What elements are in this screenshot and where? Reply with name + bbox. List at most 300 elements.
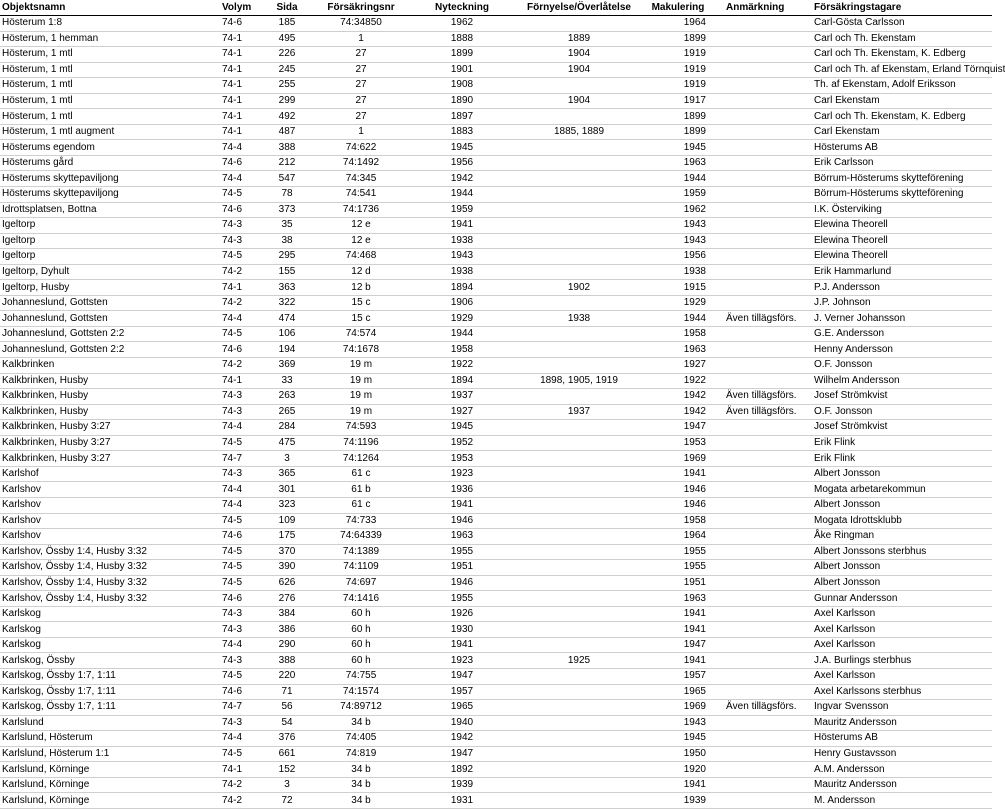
cell-nyteckning: 1931 <box>410 793 512 809</box>
cell-sida: 290 <box>262 637 310 653</box>
cell-forsakringstagare: Wilhelm Andersson <box>812 373 992 389</box>
cell-forsakringsnr: 74:574 <box>310 326 410 342</box>
cell-objektsnamn: Karlshov, Össby 1:4, Husby 3:32 <box>0 544 220 560</box>
cell-fornyelse <box>512 78 644 94</box>
cell-forsakringsnr: 61 b <box>310 482 410 498</box>
cell-forsakringsnr: 74:1574 <box>310 684 410 700</box>
cell-sida: 276 <box>262 591 310 607</box>
cell-nyteckning: 1944 <box>410 187 512 203</box>
cell-nyteckning: 1944 <box>410 326 512 342</box>
cell-nyteckning: 1938 <box>410 233 512 249</box>
cell-forsakringsnr: 74:34850 <box>310 16 410 32</box>
cell-forsakringsnr: 74:1678 <box>310 342 410 358</box>
cell-makulering: 1958 <box>644 513 710 529</box>
cell-volym: 74-5 <box>220 513 262 529</box>
cell-nyteckning: 1927 <box>410 404 512 420</box>
cell-forsakringstagare: G.E. Andersson <box>812 326 992 342</box>
cell-anmarkning <box>710 264 812 280</box>
cell-volym: 74-6 <box>220 155 262 171</box>
cell-objektsnamn: Karlshov <box>0 529 220 545</box>
cell-anmarkning <box>710 746 812 762</box>
cell-forsakringsnr: 27 <box>310 78 410 94</box>
cell-fornyelse <box>512 482 644 498</box>
cell-objektsnamn: Kalkbrinken, Husby 3:27 <box>0 435 220 451</box>
cell-forsakringsnr: 34 b <box>310 762 410 778</box>
col-header-forsakringsnr: Försäkringsnr <box>310 0 410 16</box>
cell-sida: 35 <box>262 218 310 234</box>
cell-volym: 74-5 <box>220 249 262 265</box>
cell-anmarkning <box>710 684 812 700</box>
cell-volym: 74-3 <box>220 389 262 405</box>
table-row <box>0 187 992 203</box>
cell-makulering: 1939 <box>644 793 710 809</box>
table-row <box>0 62 992 78</box>
table-row <box>0 16 992 32</box>
cell-sida: 72 <box>262 793 310 809</box>
cell-forsakringstagare: Albert Jonsson <box>812 466 992 482</box>
cell-sida: 322 <box>262 295 310 311</box>
cell-nyteckning: 1923 <box>410 466 512 482</box>
cell-forsakringsnr: 27 <box>310 62 410 78</box>
cell-forsakringstagare: Carl och Th. Ekenstam, K. Edberg <box>812 47 992 63</box>
cell-makulering: 1962 <box>644 202 710 218</box>
cell-nyteckning: 1929 <box>410 311 512 327</box>
cell-forsakringsnr: 61 c <box>310 466 410 482</box>
cell-objektsnamn: Igeltorp <box>0 218 220 234</box>
cell-anmarkning <box>710 373 812 389</box>
cell-volym: 74-6 <box>220 684 262 700</box>
cell-objektsnamn: Karlskog <box>0 606 220 622</box>
cell-anmarkning <box>710 155 812 171</box>
cell-makulering: 1950 <box>644 746 710 762</box>
cell-objektsnamn: Karlshov, Össby 1:4, Husby 3:32 <box>0 591 220 607</box>
cell-objektsnamn: Johanneslund, Gottsten <box>0 295 220 311</box>
col-header-objektsnamn: Objektsnamn <box>0 0 220 16</box>
cell-forsakringsnr: 27 <box>310 109 410 125</box>
cell-fornyelse <box>512 140 644 156</box>
cell-forsakringsnr: 19 m <box>310 373 410 389</box>
cell-forsakringsnr: 27 <box>310 93 410 109</box>
cell-volym: 74-5 <box>220 560 262 576</box>
cell-makulering: 1964 <box>644 16 710 32</box>
cell-nyteckning: 1953 <box>410 451 512 467</box>
cell-sida: 547 <box>262 171 310 187</box>
cell-forsakringsnr: 74:1416 <box>310 591 410 607</box>
cell-anmarkning <box>710 124 812 140</box>
cell-fornyelse <box>512 746 644 762</box>
table-row <box>0 311 992 327</box>
cell-forsakringsnr: 60 h <box>310 637 410 653</box>
cell-forsakringsnr: 19 m <box>310 358 410 374</box>
cell-fornyelse <box>512 793 644 809</box>
cell-makulering: 1963 <box>644 591 710 607</box>
cell-volym: 74-2 <box>220 358 262 374</box>
cell-sida: 661 <box>262 746 310 762</box>
cell-objektsnamn: Hösterum, 1 mtl <box>0 78 220 94</box>
cell-nyteckning: 1941 <box>410 497 512 513</box>
cell-forsakringsnr: 15 c <box>310 295 410 311</box>
cell-fornyelse <box>512 544 644 560</box>
cell-objektsnamn: Karlskog, Össby 1:7, 1:11 <box>0 684 220 700</box>
table-row <box>0 124 992 140</box>
cell-fornyelse <box>512 155 644 171</box>
table-header-row <box>0 0 992 16</box>
cell-sida: 152 <box>262 762 310 778</box>
table-row <box>0 529 992 545</box>
cell-forsakringstagare: A.M. Andersson <box>812 762 992 778</box>
cell-volym: 74-5 <box>220 575 262 591</box>
cell-forsakringsnr: 60 h <box>310 653 410 669</box>
cell-forsakringsnr: 74:1389 <box>310 544 410 560</box>
cell-forsakringstagare: Åke Ringman <box>812 529 992 545</box>
table-row <box>0 280 992 296</box>
cell-volym: 74-5 <box>220 544 262 560</box>
cell-sida: 492 <box>262 109 310 125</box>
cell-nyteckning: 1945 <box>410 420 512 436</box>
cell-nyteckning: 1937 <box>410 389 512 405</box>
cell-anmarkning <box>710 435 812 451</box>
table-row <box>0 295 992 311</box>
cell-objektsnamn: Karlshov <box>0 497 220 513</box>
cell-objektsnamn: Karlslund, Körninge <box>0 762 220 778</box>
cell-volym: 74-3 <box>220 218 262 234</box>
cell-objektsnamn: Hösterum, 1 mtl <box>0 109 220 125</box>
cell-nyteckning: 1939 <box>410 777 512 793</box>
cell-makulering: 1947 <box>644 637 710 653</box>
cell-objektsnamn: Karlslund <box>0 715 220 731</box>
cell-volym: 74-4 <box>220 497 262 513</box>
cell-forsakringsnr: 15 c <box>310 311 410 327</box>
cell-forsakringstagare: J. Verner Johansson <box>812 311 992 327</box>
cell-nyteckning: 1952 <box>410 435 512 451</box>
cell-sida: 56 <box>262 700 310 716</box>
cell-fornyelse <box>512 16 644 32</box>
table-row <box>0 249 992 265</box>
cell-fornyelse <box>512 202 644 218</box>
cell-anmarkning <box>710 109 812 125</box>
cell-volym: 74-3 <box>220 404 262 420</box>
cell-volym: 74-6 <box>220 202 262 218</box>
cell-objektsnamn: Karlshov <box>0 482 220 498</box>
cell-anmarkning <box>710 777 812 793</box>
table-row <box>0 513 992 529</box>
cell-nyteckning: 1955 <box>410 591 512 607</box>
cell-sida: 245 <box>262 62 310 78</box>
cell-volym: 74-6 <box>220 342 262 358</box>
cell-anmarkning <box>710 187 812 203</box>
cell-forsakringsnr: 34 b <box>310 777 410 793</box>
cell-nyteckning: 1908 <box>410 78 512 94</box>
cell-volym: 74-1 <box>220 762 262 778</box>
cell-sida: 255 <box>262 78 310 94</box>
cell-nyteckning: 1946 <box>410 575 512 591</box>
cell-sida: 384 <box>262 606 310 622</box>
cell-objektsnamn: Kalkbrinken, Husby 3:27 <box>0 451 220 467</box>
cell-sida: 175 <box>262 529 310 545</box>
cell-forsakringstagare: J.P. Johnson <box>812 295 992 311</box>
cell-forsakringstagare: Axel Karlsson <box>812 622 992 638</box>
cell-forsakringsnr: 74:819 <box>310 746 410 762</box>
cell-objektsnamn: Hösterum, 1 mtl <box>0 47 220 63</box>
cell-volym: 74-4 <box>220 171 262 187</box>
cell-forsakringstagare: Erik Flink <box>812 435 992 451</box>
cell-volym: 74-6 <box>220 16 262 32</box>
cell-anmarkning: Även tillägsförs. <box>710 311 812 327</box>
cell-fornyelse <box>512 295 644 311</box>
cell-forsakringstagare: Ingvar Svensson <box>812 700 992 716</box>
cell-nyteckning: 1951 <box>410 560 512 576</box>
cell-makulering: 1945 <box>644 140 710 156</box>
cell-forsakringsnr: 74:733 <box>310 513 410 529</box>
cell-sida: 155 <box>262 264 310 280</box>
cell-sida: 212 <box>262 155 310 171</box>
cell-makulering: 1969 <box>644 451 710 467</box>
cell-forsakringsnr: 74:1109 <box>310 560 410 576</box>
cell-forsakringstagare: Hösterums AB <box>812 731 992 747</box>
cell-nyteckning: 1941 <box>410 218 512 234</box>
cell-anmarkning <box>710 668 812 684</box>
table-row <box>0 420 992 436</box>
cell-nyteckning: 1888 <box>410 31 512 47</box>
cell-fornyelse <box>512 171 644 187</box>
cell-makulering: 1919 <box>644 47 710 63</box>
cell-volym: 74-1 <box>220 47 262 63</box>
cell-sida: 54 <box>262 715 310 731</box>
cell-objektsnamn: Hösterum 1:8 <box>0 16 220 32</box>
cell-makulering: 1915 <box>644 280 710 296</box>
cell-fornyelse <box>512 622 644 638</box>
cell-objektsnamn: Karlskog, Össby 1:7, 1:11 <box>0 700 220 716</box>
cell-forsakringstagare: Erik Flink <box>812 451 992 467</box>
cell-sida: 390 <box>262 560 310 576</box>
cell-sida: 301 <box>262 482 310 498</box>
cell-volym: 74-1 <box>220 78 262 94</box>
cell-objektsnamn: Kalkbrinken, Husby 3:27 <box>0 420 220 436</box>
cell-forsakringstagare: Axel Karlsson <box>812 637 992 653</box>
cell-objektsnamn: Karlskog <box>0 622 220 638</box>
cell-forsakringstagare: Elewina Theorell <box>812 249 992 265</box>
cell-forsakringstagare: Erik Hammarlund <box>812 264 992 280</box>
cell-makulering: 1899 <box>644 109 710 125</box>
cell-nyteckning: 1955 <box>410 544 512 560</box>
cell-makulering: 1946 <box>644 482 710 498</box>
cell-sida: 365 <box>262 466 310 482</box>
cell-sida: 323 <box>262 497 310 513</box>
cell-objektsnamn: Hösterums skyttepaviljong <box>0 171 220 187</box>
table-row <box>0 591 992 607</box>
cell-forsakringsnr: 34 b <box>310 715 410 731</box>
cell-objektsnamn: Karlshov, Össby 1:4, Husby 3:32 <box>0 560 220 576</box>
table-row <box>0 202 992 218</box>
cell-volym: 74-3 <box>220 233 262 249</box>
cell-objektsnamn: Karlshof <box>0 466 220 482</box>
cell-fornyelse <box>512 233 644 249</box>
cell-fornyelse <box>512 389 644 405</box>
cell-forsakringsnr: 74:697 <box>310 575 410 591</box>
cell-forsakringstagare: Albert Jonsson <box>812 560 992 576</box>
table-row <box>0 731 992 747</box>
cell-anmarkning <box>710 513 812 529</box>
cell-nyteckning: 1940 <box>410 715 512 731</box>
cell-makulering: 1942 <box>644 389 710 405</box>
cell-anmarkning <box>710 606 812 622</box>
cell-objektsnamn: Karlskog, Össby 1:7, 1:11 <box>0 668 220 684</box>
cell-objektsnamn: Kalkbrinken, Husby <box>0 389 220 405</box>
cell-objektsnamn: Hösterum, 1 mtl <box>0 93 220 109</box>
cell-makulering: 1969 <box>644 700 710 716</box>
cell-makulering: 1922 <box>644 373 710 389</box>
table-row <box>0 653 992 669</box>
cell-nyteckning: 1947 <box>410 746 512 762</box>
table-row <box>0 171 992 187</box>
cell-forsakringstagare: M. Andersson <box>812 793 992 809</box>
col-header-nyteckning: Nyteckning <box>410 0 512 16</box>
cell-nyteckning: 1962 <box>410 16 512 32</box>
cell-objektsnamn: Hösterum, 1 mtl <box>0 62 220 78</box>
cell-nyteckning: 1906 <box>410 295 512 311</box>
cell-forsakringstagare: Carl-Gösta Carlsson <box>812 16 992 32</box>
cell-forsakringsnr: 12 e <box>310 233 410 249</box>
table-row <box>0 777 992 793</box>
cell-anmarkning <box>710 233 812 249</box>
cell-anmarkning <box>710 62 812 78</box>
cell-sida: 386 <box>262 622 310 638</box>
cell-makulering: 1965 <box>644 684 710 700</box>
cell-anmarkning <box>710 529 812 545</box>
table-row <box>0 746 992 762</box>
cell-forsakringstagare: Axel Karlsson <box>812 606 992 622</box>
cell-sida: 474 <box>262 311 310 327</box>
cell-fornyelse <box>512 497 644 513</box>
col-header-sida: Sida <box>262 0 310 16</box>
cell-fornyelse <box>512 249 644 265</box>
cell-volym: 74-3 <box>220 715 262 731</box>
cell-nyteckning: 1897 <box>410 109 512 125</box>
cell-fornyelse <box>512 668 644 684</box>
cell-sida: 3 <box>262 777 310 793</box>
table-row <box>0 668 992 684</box>
cell-volym: 74-1 <box>220 280 262 296</box>
cell-forsakringstagare: O.F. Jonsson <box>812 358 992 374</box>
cell-anmarkning <box>710 358 812 374</box>
cell-volym: 74-2 <box>220 295 262 311</box>
cell-fornyelse <box>512 606 644 622</box>
cell-makulering: 1899 <box>644 31 710 47</box>
cell-volym: 74-1 <box>220 93 262 109</box>
table-row <box>0 373 992 389</box>
cell-makulering: 1945 <box>644 731 710 747</box>
cell-fornyelse <box>512 762 644 778</box>
cell-volym: 74-5 <box>220 187 262 203</box>
cell-forsakringstagare: Carl och Th. af Ekenstam, Erland Törnquist <box>812 62 992 78</box>
cell-nyteckning: 1936 <box>410 482 512 498</box>
cell-fornyelse <box>512 513 644 529</box>
table-row <box>0 140 992 156</box>
cell-sida: 284 <box>262 420 310 436</box>
cell-forsakringstagare: Albert Jonsson <box>812 575 992 591</box>
table-row <box>0 606 992 622</box>
cell-makulering: 1947 <box>644 420 710 436</box>
cell-anmarkning <box>710 497 812 513</box>
table-row <box>0 109 992 125</box>
cell-makulering: 1929 <box>644 295 710 311</box>
cell-forsakringsnr: 74:755 <box>310 668 410 684</box>
table-row <box>0 451 992 467</box>
cell-forsakringsnr: 74:541 <box>310 187 410 203</box>
table-body <box>0 16 1005 809</box>
cell-fornyelse <box>512 435 644 451</box>
cell-nyteckning: 1957 <box>410 684 512 700</box>
cell-forsakringsnr: 60 h <box>310 606 410 622</box>
table-row <box>0 389 992 405</box>
cell-forsakringsnr: 74:64339 <box>310 529 410 545</box>
cell-volym: 74-2 <box>220 793 262 809</box>
cell-forsakringstagare: Mogata arbetarekommun <box>812 482 992 498</box>
cell-fornyelse <box>512 560 644 576</box>
cell-sida: 487 <box>262 124 310 140</box>
cell-anmarkning: Även tillägsförs. <box>710 404 812 420</box>
cell-forsakringstagare: Börrum-Hösterums skytteförening <box>812 187 992 203</box>
cell-sida: 226 <box>262 47 310 63</box>
cell-fornyelse: 1904 <box>512 47 644 63</box>
cell-anmarkning <box>710 171 812 187</box>
cell-sida: 475 <box>262 435 310 451</box>
cell-anmarkning <box>710 202 812 218</box>
table-row <box>0 622 992 638</box>
cell-forsakringstagare: Albert Jonsson <box>812 497 992 513</box>
cell-forsakringstagare: Axel Karlsson <box>812 668 992 684</box>
cell-fornyelse <box>512 358 644 374</box>
cell-anmarkning <box>710 16 812 32</box>
cell-makulering: 1951 <box>644 575 710 591</box>
cell-sida: 495 <box>262 31 310 47</box>
cell-fornyelse <box>512 731 644 747</box>
cell-anmarkning <box>710 326 812 342</box>
table-row <box>0 482 992 498</box>
cell-nyteckning: 1965 <box>410 700 512 716</box>
cell-anmarkning <box>710 560 812 576</box>
cell-forsakringsnr: 34 b <box>310 793 410 809</box>
cell-volym: 74-5 <box>220 435 262 451</box>
cell-objektsnamn: Hösterums egendom <box>0 140 220 156</box>
cell-objektsnamn: Igeltorp, Husby <box>0 280 220 296</box>
cell-forsakringstagare: Carl Ekenstam <box>812 93 992 109</box>
cell-objektsnamn: Karlskog <box>0 637 220 653</box>
cell-forsakringsnr: 74:1264 <box>310 451 410 467</box>
cell-makulering: 1964 <box>644 529 710 545</box>
cell-makulering: 1941 <box>644 622 710 638</box>
cell-objektsnamn: Idrottsplatsen, Bottna <box>0 202 220 218</box>
cell-fornyelse <box>512 684 644 700</box>
cell-volym: 74-2 <box>220 777 262 793</box>
cell-nyteckning: 1926 <box>410 606 512 622</box>
cell-fornyelse <box>512 591 644 607</box>
cell-anmarkning <box>710 653 812 669</box>
cell-forsakringstagare: Mauritz Andersson <box>812 777 992 793</box>
cell-makulering: 1920 <box>644 762 710 778</box>
cell-volym: 74-4 <box>220 420 262 436</box>
cell-forsakringstagare: Axel Karlssons sterbhus <box>812 684 992 700</box>
cell-volym: 74-5 <box>220 746 262 762</box>
cell-nyteckning: 1947 <box>410 668 512 684</box>
cell-volym: 74-6 <box>220 529 262 545</box>
cell-nyteckning: 1930 <box>410 622 512 638</box>
cell-volym: 74-4 <box>220 482 262 498</box>
cell-makulering: 1955 <box>644 544 710 560</box>
cell-makulering: 1963 <box>644 155 710 171</box>
cell-anmarkning <box>710 466 812 482</box>
cell-anmarkning <box>710 295 812 311</box>
